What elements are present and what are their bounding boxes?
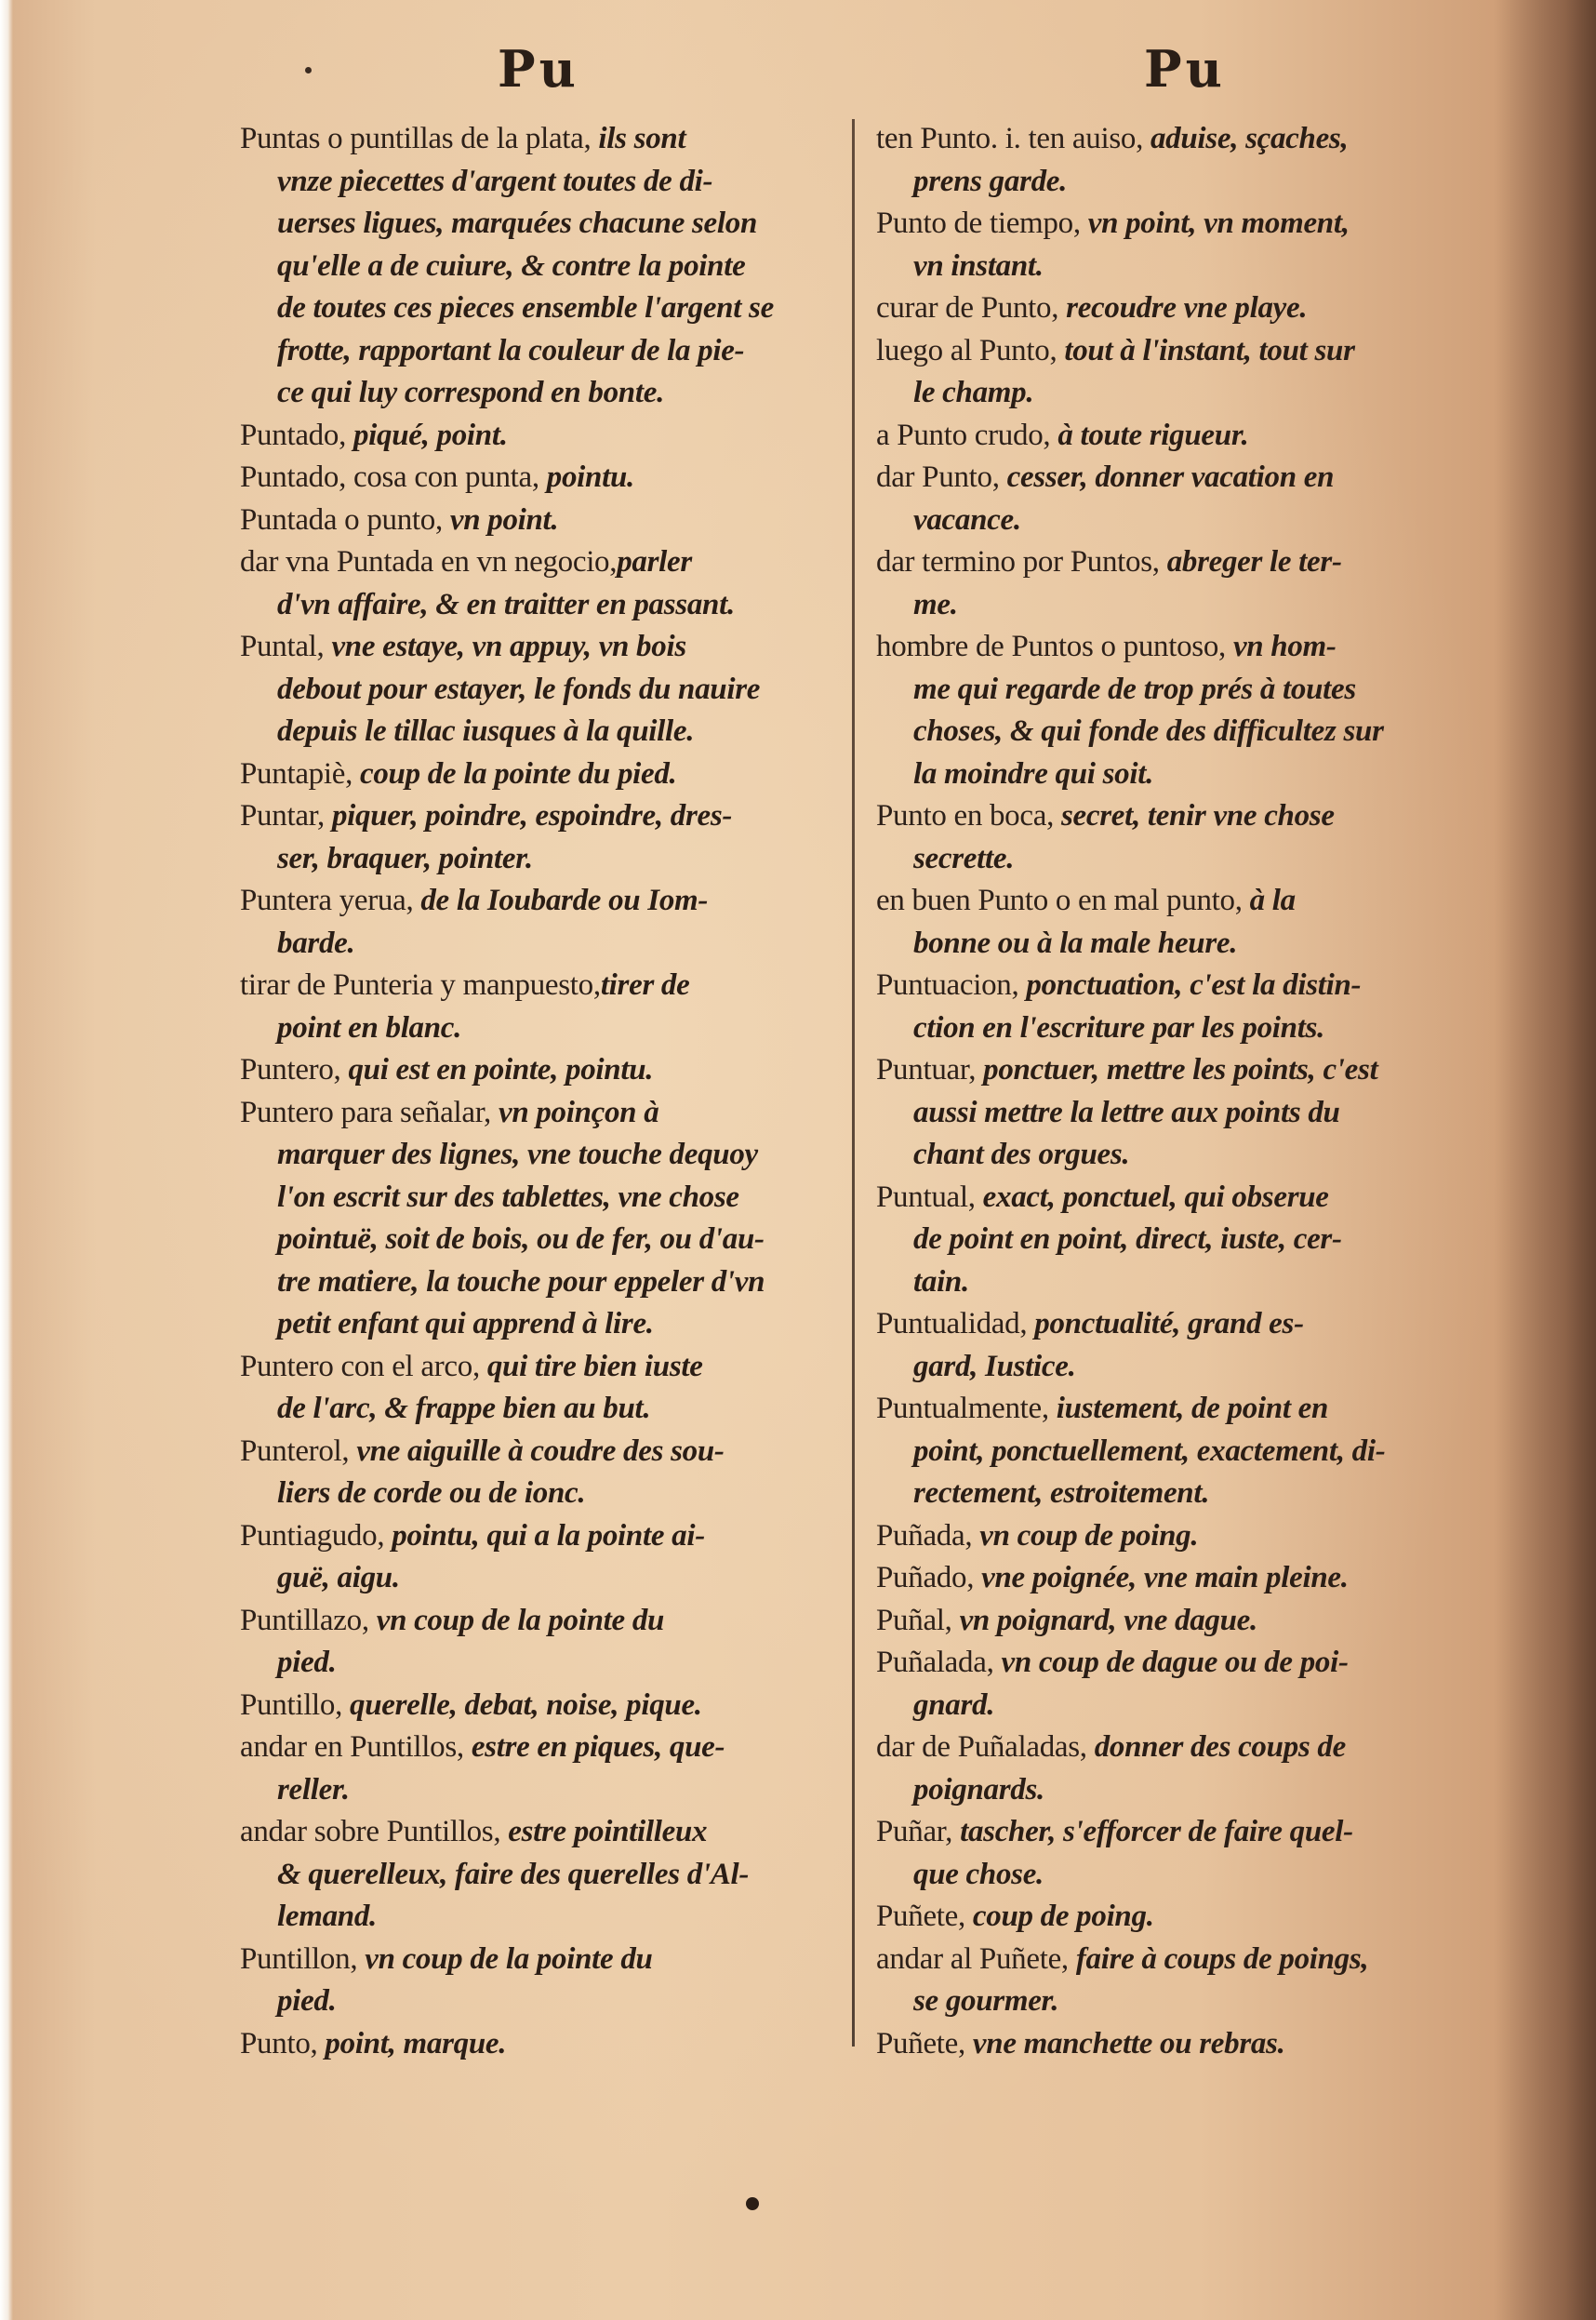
dictionary-line: [876, 116, 1490, 159]
dictionary-line: [240, 1260, 849, 1302]
spanish-headword: Punterol,: [240, 1433, 357, 1468]
spanish-headword: dar de Puñaladas,: [876, 1730, 1095, 1764]
dictionary-line: [240, 1937, 849, 1980]
dictionary-line: [876, 582, 1490, 625]
french-definition: se gourmer.: [913, 1984, 1059, 2018]
dictionary-line: [240, 1683, 849, 1726]
french-definition: depuis le tillac iusques à la quille.: [277, 714, 695, 748]
french-definition: querelle, debat, noise, pique.: [350, 1687, 702, 1722]
dictionary-line: [876, 624, 1490, 667]
french-definition: ponctuer, mettre les points, c'est: [983, 1053, 1378, 1087]
dictionary-line: [240, 244, 849, 287]
dictionary-line: [876, 159, 1490, 202]
dictionary-line: [876, 540, 1490, 582]
header-dot: [305, 67, 312, 73]
spanish-headword: luego al Punto,: [876, 333, 1065, 367]
dictionary-line: [876, 1471, 1490, 1513]
french-definition: ponctuation, c'est la distin-: [1026, 968, 1362, 1002]
french-definition: vn poinçon à: [498, 1095, 659, 1129]
spanish-headword: en buen Punto o en mal punto,: [876, 884, 1250, 917]
french-definition: l'on escrit sur des tablettes, vne chose: [277, 1180, 739, 1214]
dictionary-line: [876, 1767, 1490, 1810]
spanish-headword: Punto en boca,: [876, 799, 1061, 833]
french-definition: qui est en pointe, pointu.: [348, 1053, 654, 1087]
dictionary-line: [240, 836, 849, 879]
spanish-headword: curar de Punto,: [876, 291, 1067, 325]
french-definition: donner des coups de: [1094, 1730, 1346, 1764]
spanish-headword: Puntapiè,: [240, 756, 360, 791]
dictionary-line: [240, 286, 849, 328]
french-definition: vn poignard, vne dague.: [959, 1603, 1257, 1637]
french-definition: bonne ou à la male heure.: [913, 926, 1238, 960]
spanish-headword: Punto de tiempo,: [876, 207, 1088, 240]
french-definition: exact, ponctuel, qui obserue: [982, 1180, 1329, 1214]
french-definition: choses, & qui fonde des difficultez sur: [913, 714, 1384, 748]
spanish-headword: Punto,: [240, 2026, 326, 2060]
dictionary-line: [240, 1471, 849, 1513]
dictionary-line: [240, 709, 849, 752]
french-definition: vn instant.: [913, 248, 1044, 283]
dictionary-line: [240, 1429, 849, 1472]
dictionary-line: [240, 328, 849, 371]
spanish-headword: Puntar,: [240, 799, 332, 833]
french-definition: point, ponctuellement, exactement, di-: [913, 1433, 1386, 1468]
dictionary-line: [240, 582, 849, 625]
dictionary-line: [240, 540, 849, 582]
dictionary-line: [240, 793, 849, 836]
dictionary-line: [240, 1132, 849, 1175]
footer-ornament: [746, 2197, 759, 2210]
french-definition: à toute rigueur.: [1057, 418, 1249, 452]
french-definition: debout pour estayer, le fonds du nauire: [277, 672, 761, 706]
spanish-headword: Puntualidad,: [876, 1307, 1035, 1340]
dictionary-line: [876, 1852, 1490, 1895]
french-definition: que chose.: [913, 1857, 1044, 1891]
french-definition: point, marque.: [325, 2026, 507, 2060]
dictionary-line: [876, 1132, 1490, 1175]
dictionary-line: [240, 413, 849, 456]
dictionary-line: [876, 1937, 1490, 1980]
spanish-headword: hombre de Puntos o puntoso,: [876, 630, 1233, 663]
spanish-headword: Puñal,: [876, 1603, 960, 1637]
spanish-headword: Puntero,: [240, 1053, 349, 1087]
dictionary-line: [240, 116, 849, 159]
dictionary-line: [240, 1894, 849, 1937]
running-head-left: Pu: [498, 39, 579, 99]
dictionary-line: [240, 455, 849, 498]
dictionary-line: [240, 201, 849, 244]
dictionary-line: [240, 1217, 849, 1260]
dictionary-line: [876, 413, 1490, 456]
french-definition: coup de poing.: [972, 1900, 1154, 1933]
french-definition: point en blanc.: [277, 1010, 462, 1045]
french-definition: vn point, vn moment,: [1087, 207, 1350, 240]
french-definition: me.: [913, 587, 958, 621]
french-definition: tain.: [913, 1264, 969, 1299]
french-definition: piqué, point.: [352, 418, 508, 452]
french-definition: vne poignée, vne main pleine.: [981, 1561, 1349, 1594]
french-definition: reller.: [277, 1772, 350, 1807]
french-definition: vn coup de la pointe du: [376, 1603, 665, 1637]
french-definition: tout à l'instant, tout sur: [1064, 333, 1355, 367]
dictionary-line: [240, 667, 849, 710]
dictionary-line: [876, 921, 1490, 964]
dictionary-line: [876, 1344, 1490, 1387]
dictionary-line: [876, 1809, 1490, 1852]
french-definition: vn point.: [449, 502, 559, 537]
spanish-headword: Puntillazo,: [240, 1603, 377, 1637]
spanish-headword: Puntal,: [240, 630, 332, 663]
dictionary-line: [240, 752, 849, 794]
dictionary-line: [240, 498, 849, 540]
dictionary-line: [876, 1640, 1490, 1683]
spanish-headword: dar Punto,: [876, 460, 1007, 494]
french-definition: pointuë, soit de bois, ou de fer, ou d'au-: [277, 1222, 765, 1256]
dictionary-line: [240, 1344, 849, 1387]
dictionary-line: [876, 1555, 1490, 1598]
spanish-headword: Puñada,: [876, 1518, 980, 1553]
dictionary-line: [876, 328, 1490, 371]
spanish-headword: Puntuar,: [876, 1053, 984, 1087]
dictionary-line: [240, 1047, 849, 1090]
column-divider: [852, 119, 855, 2047]
dictionary-line: [876, 1386, 1490, 1429]
left-column: [240, 116, 849, 2063]
french-definition: qui tire bien iuste: [486, 1349, 703, 1383]
dictionary-line: [876, 1429, 1490, 1472]
french-definition: gard, Iustice.: [913, 1349, 1076, 1383]
dictionary-line: [240, 370, 849, 413]
spanish-headword: Puntuacion,: [876, 968, 1027, 1002]
spanish-headword: Puñado,: [876, 1561, 982, 1594]
french-definition: & querelleux, faire des querelles d'Al-: [277, 1857, 750, 1891]
spanish-headword: Puntualmente,: [876, 1392, 1057, 1425]
french-definition: pied.: [277, 1984, 337, 2018]
french-definition: petit enfant qui apprend à lire.: [277, 1307, 654, 1340]
spanish-headword: Puntero con el arco,: [240, 1349, 487, 1383]
dictionary-line: [876, 709, 1490, 752]
dictionary-line: [240, 1090, 849, 1133]
french-definition: pointu, qui a la pointe ai-: [392, 1518, 705, 1553]
french-definition: estre pointilleux: [508, 1815, 708, 1848]
spanish-headword: Puntado,: [240, 418, 353, 452]
dictionary-line: [240, 1809, 849, 1852]
french-definition: rectement, estroitement.: [913, 1476, 1210, 1510]
dictionary-line: [240, 1555, 849, 1598]
dictionary-line: [876, 370, 1490, 413]
spanish-headword: andar sobre Puntillos,: [240, 1815, 509, 1848]
spanish-headword: Puntada o punto,: [240, 502, 450, 537]
french-definition: abreger le ter-: [1166, 545, 1342, 579]
dictionary-line: [240, 1175, 849, 1218]
french-definition: cesser, donner vacation en: [1006, 460, 1335, 494]
french-definition: de l'arc, & frappe bien au but.: [277, 1392, 651, 1425]
spanish-headword: Puñalada,: [876, 1646, 1002, 1679]
french-definition: tascher, s'efforcer de faire quel-: [960, 1815, 1353, 1848]
french-definition: piquer, poindre, espoindre, dres-: [331, 799, 733, 833]
dictionary-line: [240, 878, 849, 921]
french-definition: tre matiere, la touche pour eppeler d'vn: [277, 1264, 765, 1299]
french-definition: coup de la pointe du pied.: [359, 756, 677, 791]
spanish-headword: Puñar,: [876, 1815, 961, 1848]
french-definition: secrette.: [913, 841, 1015, 875]
spanish-headword: Puntado, cosa con punta,: [240, 460, 547, 494]
french-definition: à la: [1249, 884, 1296, 917]
dictionary-line: [240, 1979, 849, 2021]
french-definition: estre en piques, que-: [471, 1730, 725, 1764]
dictionary-line: [876, 1725, 1490, 1767]
dictionary-line: [240, 624, 849, 667]
french-definition: vne aiguille à coudre des sou-: [356, 1433, 725, 1468]
dictionary-line: [876, 1683, 1490, 1726]
dictionary-line: [876, 752, 1490, 794]
spanish-headword: Puñete,: [876, 1900, 973, 1933]
dictionary-line: [876, 1175, 1490, 1218]
french-definition: vne manchette ou rebras.: [972, 2026, 1285, 2060]
dictionary-line: [240, 1301, 849, 1344]
french-definition: ce qui luy correspond en bonte.: [277, 376, 665, 409]
french-definition: frotte, rapportant la couleur de la pie-: [277, 333, 745, 367]
french-definition: secret, tenir vne chose: [1060, 799, 1335, 833]
french-definition: recoudre vne playe.: [1066, 291, 1308, 325]
dictionary-line: [240, 921, 849, 964]
french-definition: aussi mettre la lettre aux points du: [913, 1095, 1340, 1129]
dictionary-line: [240, 1852, 849, 1895]
dictionary-line: [240, 2021, 849, 2064]
dictionary-line: [876, 1301, 1490, 1344]
dictionary-line: [876, 963, 1490, 1006]
dictionary-line: [876, 1006, 1490, 1048]
spanish-headword: Puntillon,: [240, 1941, 366, 1976]
dictionary-line: [876, 455, 1490, 498]
spanish-headword: Puntiagudo,: [240, 1518, 392, 1553]
dictionary-line: [240, 1386, 849, 1429]
spanish-headword: Puntera yerua,: [240, 884, 421, 917]
french-definition: chant des orgues.: [913, 1138, 1130, 1171]
dictionary-line: [876, 1047, 1490, 1090]
dictionary-line: [240, 963, 849, 1006]
french-definition: ser, braquer, pointer.: [277, 841, 533, 875]
french-definition: de point en point, direct, iuste, cer-: [913, 1222, 1342, 1256]
french-definition: vne estaye, vn appuy, vn bois: [331, 630, 686, 663]
french-definition: vn coup de la pointe du: [365, 1941, 653, 1976]
dictionary-line: [240, 1640, 849, 1683]
french-definition: ils sont: [598, 122, 686, 155]
french-definition: ction en l'escriture par les points.: [913, 1010, 1325, 1045]
french-definition: prens garde.: [913, 164, 1068, 198]
dictionary-line: [876, 793, 1490, 836]
dictionary-line: [876, 836, 1490, 879]
dictionary-line: [240, 1513, 849, 1556]
french-definition: qu'elle a de cuiure, & contre la pointe: [277, 248, 746, 283]
dictionary-line: [876, 667, 1490, 710]
spanish-headword: Puntero para señalar,: [240, 1095, 499, 1129]
spanish-headword: andar en Puntillos,: [240, 1730, 472, 1764]
right-column: [876, 116, 1490, 2063]
dictionary-line: [876, 244, 1490, 287]
running-head-right: Pu: [1144, 39, 1226, 99]
french-definition: vn coup de poing.: [979, 1518, 1199, 1553]
french-definition: d'vn affaire, & en traitter en passant.: [277, 587, 735, 621]
french-definition: vnze piecettes d'argent toutes de di-: [277, 164, 713, 198]
spanish-headword: andar al Puñete,: [876, 1941, 1076, 1976]
dictionary-line: [876, 286, 1490, 328]
french-definition: de la Ioubarde ou Iom-: [420, 884, 709, 917]
spanish-headword: Puñete,: [876, 2026, 973, 2060]
french-definition: tirer de: [600, 968, 690, 1002]
french-definition: vn coup de dague ou de poi-: [1001, 1646, 1349, 1679]
french-definition: poignards.: [913, 1772, 1044, 1807]
dictionary-line: [876, 1090, 1490, 1133]
french-definition: guë, aigu.: [277, 1561, 400, 1594]
french-definition: marquer des lignes, vne touche dequoy: [277, 1138, 758, 1171]
spanish-headword: Puntillo,: [240, 1687, 351, 1722]
dictionary-line: [240, 1725, 849, 1767]
dictionary-line: [876, 1513, 1490, 1556]
dictionary-line: [240, 159, 849, 202]
spanish-headword: dar vna Puntada en vn negocio,: [240, 545, 618, 579]
dictionary-line: [876, 1598, 1490, 1641]
french-definition: uerses ligues, marquées chacune selon: [277, 207, 758, 240]
french-definition: vn hom-: [1232, 630, 1337, 663]
french-definition: le champ.: [913, 376, 1034, 409]
french-definition: de toutes ces pieces ensemble l'argent se: [277, 291, 774, 325]
french-definition: barde.: [277, 926, 355, 960]
dictionary-line: [876, 1979, 1490, 2021]
spanish-headword: a Punto crudo,: [876, 418, 1058, 452]
french-definition: aduise, sçaches,: [1150, 122, 1349, 155]
spanish-headword: dar termino por Puntos,: [876, 545, 1167, 579]
spanish-headword: ten Punto. i. ten auiso,: [876, 122, 1150, 155]
spanish-headword: tirar de Punteria y manpuesto,: [240, 968, 601, 1002]
french-definition: parler: [617, 545, 692, 579]
french-definition: iustement, de point en: [1056, 1392, 1329, 1425]
french-definition: me qui regarde de trop prés à toutes: [913, 672, 1356, 706]
french-definition: la moindre qui soit.: [913, 756, 1154, 791]
french-definition: lemand.: [277, 1900, 377, 1933]
spanish-headword: Puntas o puntillas de la plata,: [240, 122, 599, 155]
dictionary-line: [876, 878, 1490, 921]
dictionary-line: [876, 498, 1490, 540]
dictionary-line: [876, 1894, 1490, 1937]
french-definition: pied.: [277, 1646, 337, 1679]
french-definition: ponctualité, grand es-: [1034, 1307, 1304, 1340]
french-definition: vacance.: [913, 502, 1021, 537]
dictionary-line: [876, 201, 1490, 244]
dictionary-line: [240, 1767, 849, 1810]
dictionary-line: [876, 1217, 1490, 1260]
french-definition: pointu.: [546, 460, 634, 494]
dictionary-line: [876, 2021, 1490, 2064]
dictionary-line: [876, 1260, 1490, 1302]
dictionary-line: [240, 1598, 849, 1641]
french-definition: liers de corde ou de ionc.: [277, 1476, 586, 1510]
dictionary-line: [240, 1006, 849, 1048]
french-definition: gnard.: [913, 1687, 995, 1722]
spanish-headword: Puntual,: [876, 1180, 983, 1214]
french-definition: faire à coups de poings,: [1075, 1941, 1369, 1976]
